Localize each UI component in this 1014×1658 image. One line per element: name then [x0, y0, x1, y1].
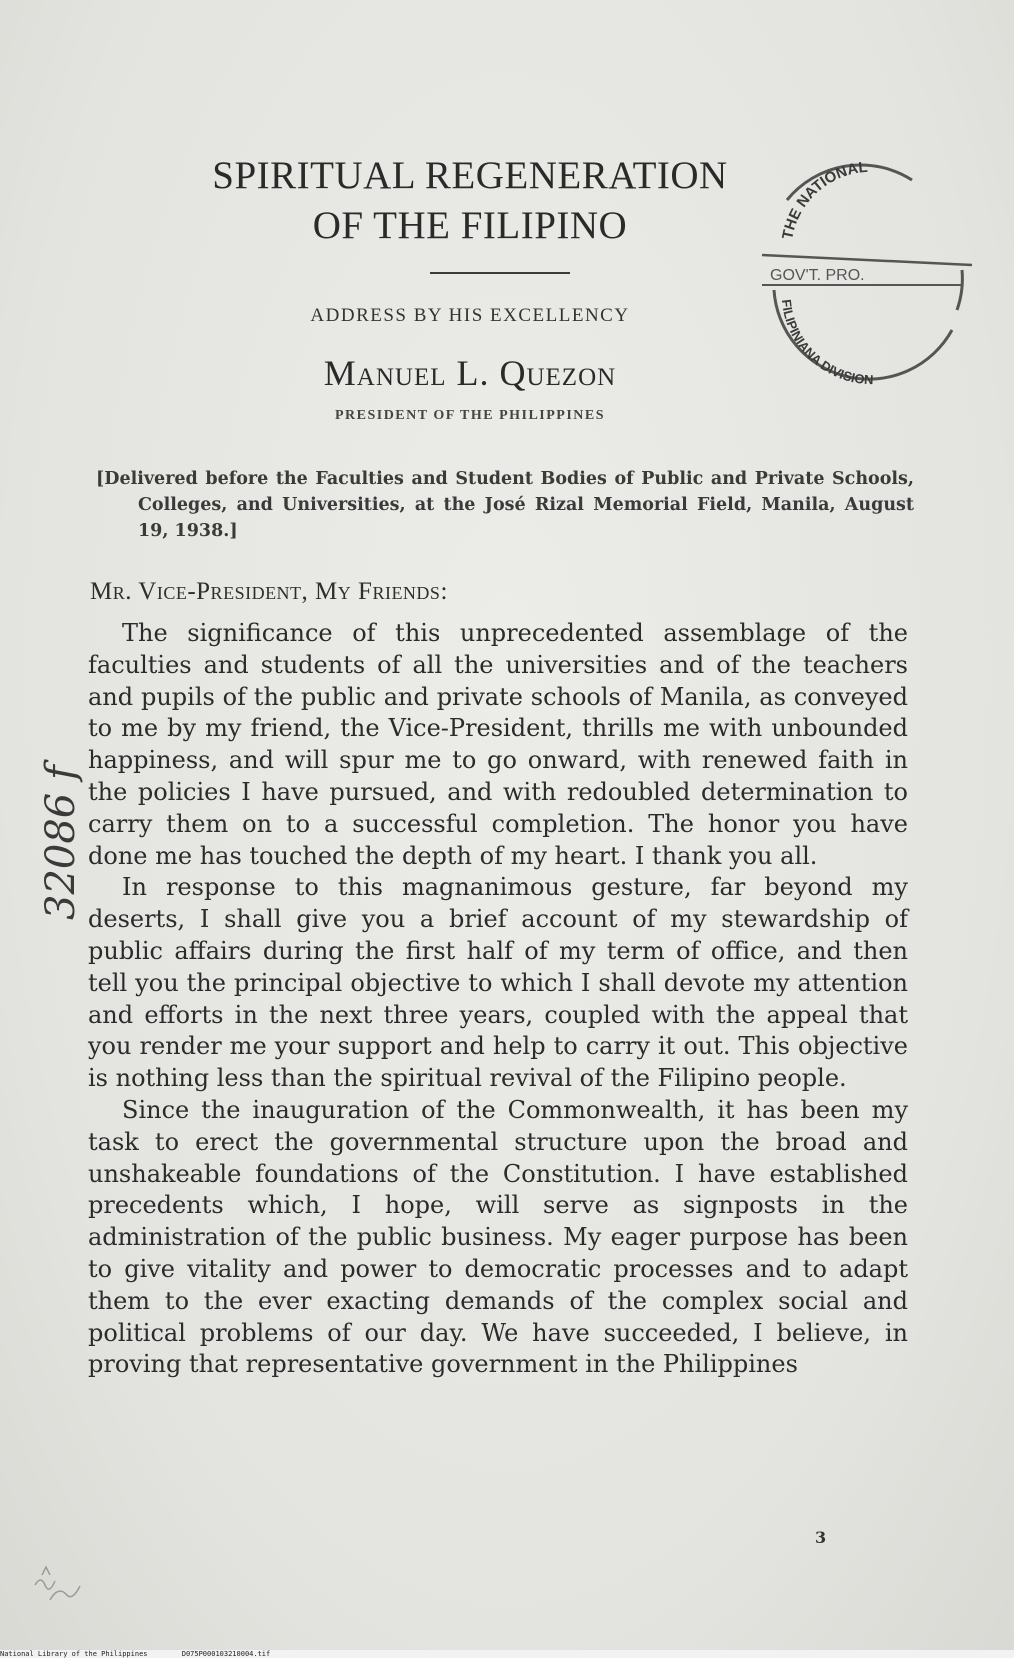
body-text [88, 618, 908, 1381]
corner-scribble [30, 1545, 100, 1615]
footer-filename: D075P000103210004.tif [181, 1650, 271, 1658]
library-stamp [762, 160, 982, 390]
document-title-line2: OF THE FILIPINO [312, 204, 628, 247]
scan-footer [0, 1650, 1014, 1658]
page-number: 3 [815, 1528, 827, 1547]
svg-text:THE NATIONAL [779, 160, 868, 241]
paragraph: In response to this magnanimous gesture, far beyond my deserts, I shall give you a brief account of my stewardship of public affairs during the first half of my term of office, and then tell you the principal objective to which I shall devote my attention and efforts in the next three years, coupled with the appeal that you render me your support and help to carry it out. This objective is nothing less than the spiritual revival of the Filipino people. [88, 873, 908, 1093]
margin-note-text: 32086 f [38, 765, 84, 920]
stamp-top-text: THE NATIONAL [779, 160, 869, 241]
handwritten-margin-note [22, 730, 92, 920]
paragraph: Since the inauguration of the Commonwealth, it has been my task to erect the governmental structure upon the broad and unshakeable foundations of the Constitution. I have established precedents which, I hope, will serve as signposts in the administration of the public business. My eager purpose has been to give vitality and power to democratic processes and to adapt them to the ever exacting demands of the complex social and political problems of our day. We have succeeded, I believe, in proving that representative government in the Philippines [88, 1095, 908, 1379]
title-divider [430, 272, 570, 274]
paragraph: The significance of this unprecedented assemblage of the faculties and students of all the universities and of the teachers and pupils of the public and private schools of Manila, as conveyed to me by my friend, the Vice-President, thrills me with unbounded happiness, and will spur me to go onward, with renewed faith in the policies I have pursued, and with redoubled determination to carry them on to a successful completion. The honor you have done me has touched the depth of my heart. I thank you all. [88, 619, 908, 870]
salutation: Mr. Vice-President, My Friends: [90, 578, 448, 605]
author-role: PRESIDENT OF THE PHILIPPINES [334, 408, 606, 423]
svg-text:FILIPINIANA DIVISION [779, 299, 874, 388]
footer-source: National Library of the Philippines [0, 1650, 148, 1658]
document-title-line1: SPIRITUAL REGENERATION [212, 154, 728, 197]
stamp-bottom-text: FILIPINIANA DIVISION [778, 298, 874, 388]
stamp-middle-text: GOV'T. PRO. [770, 267, 865, 284]
address-line: ADDRESS BY HIS EXCELLENCY [310, 305, 630, 326]
author-name: Manuel L. Quezon [323, 353, 617, 393]
delivery-note: [Delivered before the Faculties and Student Bodies of Public and Private Schools, Colleges, and Universities, at the José Rizal Memorial Field, Manila, August 19, 1938.] [96, 469, 914, 541]
